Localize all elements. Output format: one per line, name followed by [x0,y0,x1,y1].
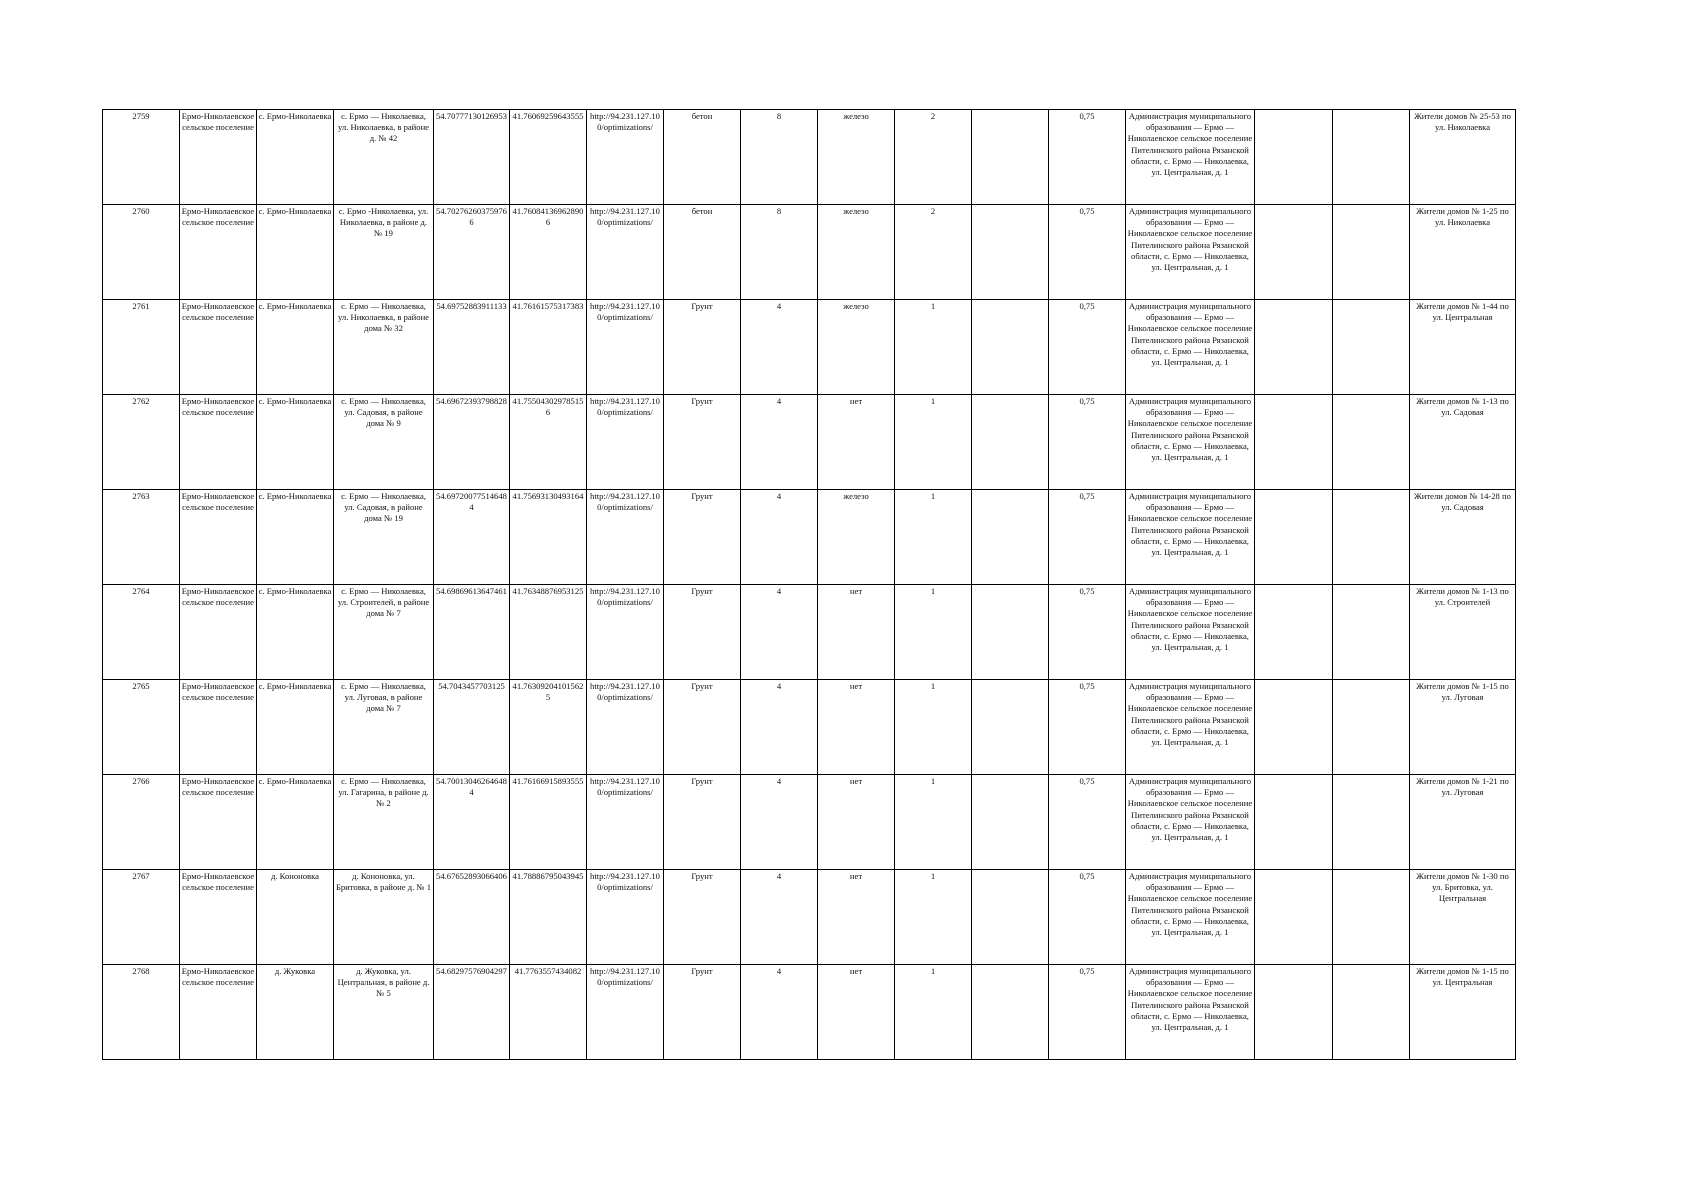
cell-volume: 0,75 [1049,110,1126,205]
cell-longitude: 41.76348876953125 [510,585,587,680]
table-row [103,870,1516,965]
cell-fence: железо [818,205,895,300]
cell-empty [1255,965,1333,1060]
cell-longitude: 41.78886795043945 [510,870,587,965]
cell-settlement: Ермо-Николаевское сельское поселение [180,205,257,300]
cell-fence: нет [818,775,895,870]
cell-area: 4 [741,680,818,775]
cell-empty [972,965,1049,1060]
cell-empty [1333,775,1410,870]
cell-volume: 0,75 [1049,490,1126,585]
cell-latitude: 54.700130462646484 [434,775,510,870]
cell-number: 2764 [103,585,180,680]
cell-address: с. Ермо — Николаевка, ул. Николаевка, в районе д. № 42 [334,110,434,205]
cell-number: 2765 [103,680,180,775]
cell-empty [1333,585,1410,680]
cell-empty [972,205,1049,300]
table-row [103,205,1516,300]
cell-owner: Администрация муниципального образования — Ермо — Николаевское сельское поселение Пителинского района Рязанской области, с. Ермо — Николаевка, ул. Центральная, д. 1 [1126,870,1255,965]
cell-longitude: 41.755043029785156 [510,395,587,490]
cell-fence: нет [818,965,895,1060]
cell-surface: бетон [664,205,741,300]
cell-link: http://94.231.127.100/optimizations/ [587,585,664,680]
cell-number: 2766 [103,775,180,870]
cell-volume: 0,75 [1049,775,1126,870]
cell-number: 2768 [103,965,180,1060]
cell-longitude: 41.75693130493164 [510,490,587,585]
cell-volume: 0,75 [1049,395,1126,490]
cell-longitude: 41.76161575317383 [510,300,587,395]
cell-surface: Грунт [664,965,741,1060]
cell-fence: нет [818,585,895,680]
cell-volume: 0,75 [1049,965,1126,1060]
cell-surface: Грунт [664,870,741,965]
cell-containers: 1 [895,775,972,870]
cell-address: д. Жуковка, ул. Центральная, в районе д. № 5 [334,965,434,1060]
cell-empty [1333,680,1410,775]
cell-locality: с. Ермо-Николаевка [257,680,334,775]
cell-longitude: 41.76166915893555 [510,775,587,870]
cell-locality: с. Ермо-Николаевка [257,300,334,395]
cell-latitude: 54.702762603759766 [434,205,510,300]
cell-link: http://94.231.127.100/optimizations/ [587,395,664,490]
table-body [103,110,1516,1060]
cell-containers: 2 [895,205,972,300]
cell-area: 8 [741,110,818,205]
cell-locality: д. Кононовка [257,870,334,965]
cell-owner: Администрация муниципального образования — Ермо — Николаевское сельское поселение Пителинского района Рязанской области, с. Ермо — Николаевка, ул. Центральная, д. 1 [1126,490,1255,585]
cell-empty [1333,205,1410,300]
cell-address: с. Ермо — Николаевка, ул. Садовая, в районе дома № 9 [334,395,434,490]
cell-address: с. Ермо — Николаевка, ул. Луговая, в районе дома № 7 [334,680,434,775]
cell-fence: нет [818,395,895,490]
cell-owner: Администрация муниципального образования — Ермо — Николаевское сельское поселение Пителинского района Рязанской области, с. Ермо — Николаевка, ул. Центральная, д. 1 [1126,395,1255,490]
cell-latitude: 54.69869613647461 [434,585,510,680]
cell-volume: 0,75 [1049,870,1126,965]
cell-fence: железо [818,300,895,395]
table-row [103,965,1516,1060]
cell-empty [1255,110,1333,205]
cell-empty [972,870,1049,965]
cell-locality: с. Ермо-Николаевка [257,205,334,300]
cell-residents: Жители домов № 14-28 по ул. Садовая [1410,490,1516,585]
cell-owner: Администрация муниципального образования — Ермо — Николаевское сельское поселение Пителинского района Рязанской области, с. Ермо — Николаевка, ул. Центральная, д. 1 [1126,205,1255,300]
cell-locality: д. Жуковка [257,965,334,1060]
cell-containers: 1 [895,585,972,680]
cell-number: 2761 [103,300,180,395]
cell-owner: Администрация муниципального образования — Ермо — Николаевское сельское поселение Пителинского района Рязанской области, с. Ермо — Николаевка, ул. Центральная, д. 1 [1126,300,1255,395]
cell-longitude: 41.763092041015625 [510,680,587,775]
cell-settlement: Ермо-Николаевское сельское поселение [180,585,257,680]
cell-empty [1255,680,1333,775]
cell-fence: нет [818,870,895,965]
cell-area: 4 [741,585,818,680]
cell-empty [1255,585,1333,680]
cell-area: 4 [741,775,818,870]
cell-residents: Жители домов № 25-53 по ул. Николаевка [1410,110,1516,205]
cell-surface: Грунт [664,490,741,585]
cell-address: с. Ермо -Николаевка, ул. Николаевка, в районе д. № 19 [334,205,434,300]
cell-number: 2759 [103,110,180,205]
cell-longitude: 41.760841369628906 [510,205,587,300]
cell-residents: Жители домов № 1-21 по ул. Луговая [1410,775,1516,870]
cell-owner: Администрация муниципального образования — Ермо — Николаевское сельское поселение Пителинского района Рязанской области, с. Ермо — Николаевка, ул. Центральная, д. 1 [1126,965,1255,1060]
cell-latitude: 54.69752883911133 [434,300,510,395]
cell-area: 4 [741,300,818,395]
cell-empty [1333,395,1410,490]
cell-residents: Жители домов № 1-13 по ул. Строителей [1410,585,1516,680]
cell-empty [972,775,1049,870]
cell-empty [1333,110,1410,205]
cell-link: http://94.231.127.100/optimizations/ [587,490,664,585]
cell-longitude: 41.7763557434082 [510,965,587,1060]
cell-empty [1255,205,1333,300]
table-row [103,585,1516,680]
cell-volume: 0,75 [1049,300,1126,395]
cell-empty [972,585,1049,680]
cell-containers: 2 [895,110,972,205]
cell-settlement: Ермо-Николаевское сельское поселение [180,395,257,490]
cell-latitude: 54.69672393798828 [434,395,510,490]
cell-settlement: Ермо-Николаевское сельское поселение [180,680,257,775]
cell-link: http://94.231.127.100/optimizations/ [587,775,664,870]
cell-area: 4 [741,965,818,1060]
cell-number: 2767 [103,870,180,965]
cell-owner: Администрация муниципального образования — Ермо — Николаевское сельское поселение Пителинского района Рязанской области, с. Ермо — Николаевка, ул. Центральная, д. 1 [1126,680,1255,775]
cell-empty [1333,300,1410,395]
cell-locality: с. Ермо-Николаевка [257,490,334,585]
cell-number: 2763 [103,490,180,585]
cell-residents: Жители домов № 1-13 по ул. Садовая [1410,395,1516,490]
cell-residents: Жители домов № 1-15 по ул. Центральная [1410,965,1516,1060]
cell-empty [972,490,1049,585]
cell-area: 8 [741,205,818,300]
cell-surface: Грунт [664,680,741,775]
cell-latitude: 54.67652893066406 [434,870,510,965]
cell-empty [1255,775,1333,870]
cell-empty [972,110,1049,205]
cell-link: http://94.231.127.100/optimizations/ [587,870,664,965]
cell-longitude: 41.76069259643555 [510,110,587,205]
cell-address: с. Ермо — Николаевка, ул. Николаевка, в районе дома № 32 [334,300,434,395]
cell-empty [1333,490,1410,585]
cell-empty [972,680,1049,775]
cell-empty [972,300,1049,395]
cell-containers: 1 [895,395,972,490]
cell-address: д. Кононовка, ул. Бритовка, в районе д. № 1 [334,870,434,965]
cell-fence: нет [818,680,895,775]
cell-empty [1255,870,1333,965]
cell-locality: с. Ермо-Николаевка [257,775,334,870]
cell-volume: 0,75 [1049,585,1126,680]
cell-link: http://94.231.127.100/optimizations/ [587,205,664,300]
cell-volume: 0,75 [1049,205,1126,300]
cell-containers: 1 [895,680,972,775]
cell-latitude: 54.68297576904297 [434,965,510,1060]
cell-residents: Жители домов № 1-30 по ул. Бритовка, ул. Центральная [1410,870,1516,965]
cell-settlement: Ермо-Николаевское сельское поселение [180,110,257,205]
table-row [103,775,1516,870]
cell-area: 4 [741,490,818,585]
cell-address: с. Ермо — Николаевка, ул. Строителей, в районе дома № 7 [334,585,434,680]
cell-containers: 1 [895,870,972,965]
cell-containers: 1 [895,300,972,395]
cell-settlement: Ермо-Николаевское сельское поселение [180,490,257,585]
cell-owner: Администрация муниципального образования — Ермо — Николаевское сельское поселение Пителинского района Рязанской области, с. Ермо — Николаевка, ул. Центральная, д. 1 [1126,110,1255,205]
cell-address: с. Ермо — Николаевка, ул. Гагарина, в районе д. № 2 [334,775,434,870]
cell-latitude: 54.697200775146484 [434,490,510,585]
cell-settlement: Ермо-Николаевское сельское поселение [180,870,257,965]
cell-containers: 1 [895,490,972,585]
cell-owner: Администрация муниципального образования — Ермо — Николаевское сельское поселение Пителинского района Рязанской области, с. Ермо — Николаевка, ул. Центральная, д. 1 [1126,585,1255,680]
cell-owner: Администрация муниципального образования — Ермо — Николаевское сельское поселение Пителинского района Рязанской области, с. Ермо — Николаевка, ул. Центральная, д. 1 [1126,775,1255,870]
table-row [103,490,1516,585]
cell-fence: железо [818,110,895,205]
cell-number: 2760 [103,205,180,300]
cell-surface: бетон [664,110,741,205]
cell-link: http://94.231.127.100/optimizations/ [587,680,664,775]
table-row [103,300,1516,395]
cell-settlement: Ермо-Николаевское сельское поселение [180,965,257,1060]
cell-surface: Грунт [664,585,741,680]
table-row [103,110,1516,205]
cell-area: 4 [741,870,818,965]
table-row [103,680,1516,775]
cell-latitude: 54.7043457703125 [434,680,510,775]
cell-locality: с. Ермо-Николаевка [257,585,334,680]
cell-surface: Грунт [664,395,741,490]
cell-empty [1255,490,1333,585]
cell-address: с. Ермо — Николаевка, ул. Садовая, в районе дома № 19 [334,490,434,585]
cell-residents: Жители домов № 1-15 по ул. Луговая [1410,680,1516,775]
cell-settlement: Ермо-Николаевское сельское поселение [180,300,257,395]
table-row [103,395,1516,490]
cell-empty [972,395,1049,490]
cell-area: 4 [741,395,818,490]
cell-number: 2762 [103,395,180,490]
cell-empty [1255,395,1333,490]
cell-link: http://94.231.127.100/optimizations/ [587,110,664,205]
cell-surface: Грунт [664,775,741,870]
cell-locality: с. Ермо-Николаевка [257,395,334,490]
cell-empty [1333,965,1410,1060]
cell-empty [1333,870,1410,965]
cell-latitude: 54.70777130126953 [434,110,510,205]
cell-settlement: Ермо-Николаевское сельское поселение [180,775,257,870]
cell-volume: 0,75 [1049,680,1126,775]
cell-residents: Жители домов № 1-44 по ул. Центральная [1410,300,1516,395]
cell-empty [1255,300,1333,395]
cell-link: http://94.231.127.100/optimizations/ [587,300,664,395]
cell-containers: 1 [895,965,972,1060]
cell-residents: Жители домов № 1-25 по ул. Николаевка [1410,205,1516,300]
cell-locality: с. Ермо-Николаевка [257,110,334,205]
cell-fence: железо [818,490,895,585]
registry-table [102,109,1516,1060]
cell-link: http://94.231.127.100/optimizations/ [587,965,664,1060]
cell-surface: Грунт [664,300,741,395]
